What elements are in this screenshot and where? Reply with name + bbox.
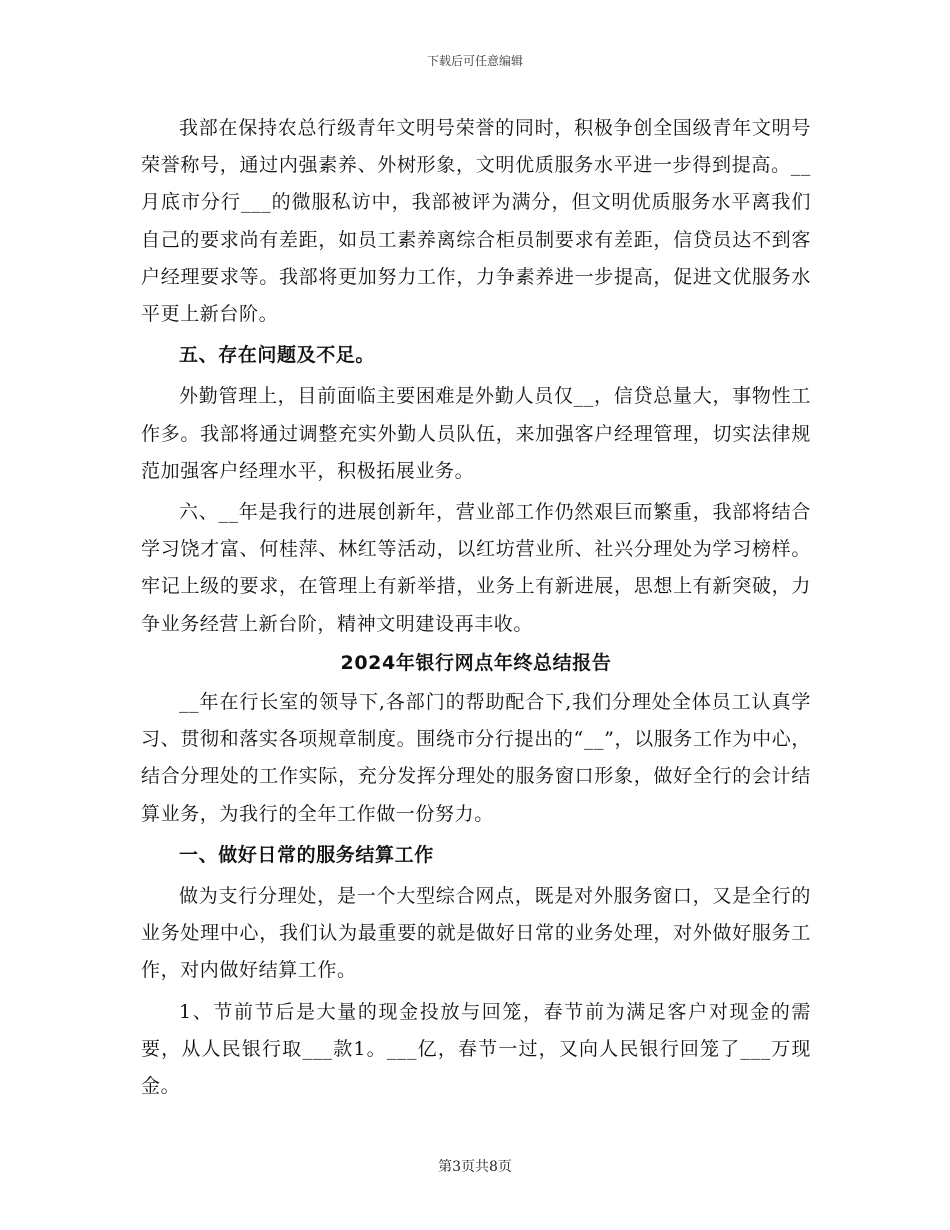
document-title: 2024年银行网点年终总结报告	[340, 651, 612, 674]
paragraph: 我部在保持农总行级青年文明号荣誉的同时，积极争创全国级青年文明号荣誉称号，通过内强素养、外树形象，文明优质服务水平进一步得到提高。__月底市分行___的微服私访中，我部被评为满分，但文明优质服务水平离我们自己的要求尚有差距，如员工素养离综合柜员制要求有差距，信贷员达不到客户经理要求等。我部将更加努力工作，力争素养进一步提高，促进文优服务水平更上新台阶。	[141, 117, 811, 326]
paragraph: __年在行长室的领导下,各部门的帮助配合下,我们分理处全体员工认真学习、贯彻和落实各项规章制度。围绕市分行提出的“__”，以服务工作为中心，结合分理处的工作实际，充分发挥分理处的服务窗口形象，做好全行的会计结算业务，为我行的全年工作做一份努力。	[141, 691, 811, 825]
paragraph: 外勤管理上，目前面临主要困难是外勤人员仅__，信贷总量大，事物性工作多。我部将通过调整充实外勤人员队伍，来加强客户经理管理，切实法律规范加强客户经理水平，积极拓展业务。	[141, 385, 811, 482]
page-number: 第3页共8页	[438, 1159, 512, 1175]
document-body	[141, 110, 811, 1105]
page-header: 下载后可任意编辑	[426, 54, 523, 68]
paragraph: 1、节前节后是大量的现金投放与回笼，春节前为满足客户对现金的需要，从人民银行取___款1。___亿，春节一过，又向人民银行回笼了___万现金。	[141, 1000, 811, 1098]
section-heading: 五、存在问题及不足。	[179, 344, 376, 367]
paragraph: 六、__年是我行的进展创新年，营业部工作仍然艰巨而繁重，我部将结合学习饶才富、何桂萍、林红等活动，以红坊营业所、社兴分理处为学习榜样。牢记上级的要求，在管理上有新举措，业务上有新进展，思想上有新突破，力争业务经营上新台阶，精神文明建设再丰收。	[141, 501, 811, 635]
paragraph: 做为支行分理处，是一个大型综合网点，既是对外服务窗口，又是全行的业务处理中心，我们认为最重要的就是做好日常的业务处理，对外做好服务工作，对内做好结算工作。	[141, 885, 811, 982]
section-heading: 一、做好日常的服务结算工作	[179, 843, 434, 866]
